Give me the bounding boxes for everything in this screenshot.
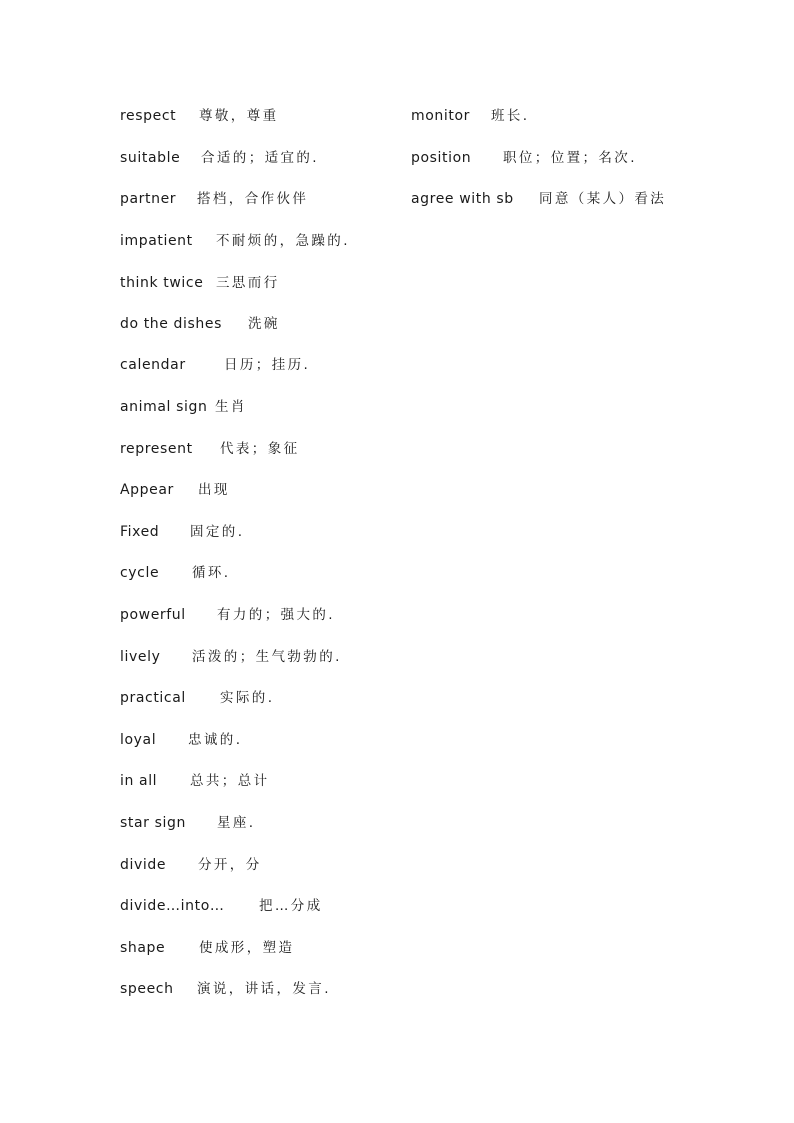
vocab-term: Appear <box>120 482 174 498</box>
vocab-entry <box>120 605 335 625</box>
vocab-term: cycle <box>120 565 160 581</box>
vocab-term: monitor <box>411 108 470 124</box>
vocab-entry <box>120 148 319 168</box>
vocab-term: think twice <box>120 275 204 291</box>
vocab-term: calendar <box>120 357 186 373</box>
vocab-definition: 有力的；强大的. <box>217 607 335 623</box>
vocab-term: suitable <box>120 150 181 166</box>
vocab-definition: 合适的；适宜的. <box>201 150 319 166</box>
vocab-term: lively <box>120 649 161 665</box>
vocab-definition: 总共；总计 <box>190 773 270 789</box>
vocab-entry <box>120 106 279 126</box>
vocab-term: respect <box>120 108 177 124</box>
vocab-term: do the dishes <box>120 316 222 332</box>
vocab-entry <box>120 439 300 459</box>
vocab-definition: 不耐烦的，急躁的. <box>216 233 350 249</box>
vocab-term: Fixed <box>120 524 160 540</box>
vocab-term: represent <box>120 441 193 457</box>
vocab-entry <box>120 938 295 958</box>
vocab-definition: 洗碗 <box>248 316 280 332</box>
vocab-definition: 分开，分 <box>198 857 262 873</box>
vocab-definition: 三思而行 <box>216 275 280 291</box>
vocab-definition: 职位；位置；名次. <box>503 150 637 166</box>
vocab-entry <box>120 730 243 750</box>
vocab-definition: 同意（某人）看法 <box>539 191 667 207</box>
vocab-entry <box>120 273 280 293</box>
vocab-entry <box>120 979 331 999</box>
vocab-term: star sign <box>120 815 186 831</box>
vocab-definition: 尊敬，尊重 <box>199 108 279 124</box>
vocab-term: divide…into… <box>120 898 225 914</box>
vocab-entry <box>120 771 270 791</box>
vocab-entry <box>411 106 530 126</box>
vocab-definition: 使成形，塑造 <box>199 940 295 956</box>
vocab-entry <box>120 480 230 500</box>
vocab-entry <box>120 896 323 916</box>
vocab-definition: 把…分成 <box>259 898 323 914</box>
vocab-definition: 班长. <box>491 108 530 124</box>
vocab-definition: 演说，讲话，发言. <box>197 981 331 997</box>
vocab-entry <box>411 189 667 209</box>
vocab-definition: 搭档，合作伙伴 <box>197 191 309 207</box>
vocab-term: loyal <box>120 732 157 748</box>
vocab-definition: 出现 <box>198 482 230 498</box>
vocab-term: powerful <box>120 607 186 623</box>
vocab-definition: 生肖 <box>215 399 247 415</box>
vocab-entry <box>120 314 280 334</box>
vocab-entry <box>120 855 262 875</box>
vocab-term: shape <box>120 940 166 956</box>
vocab-definition: 活泼的；生气勃勃的. <box>192 649 342 665</box>
vocab-entry <box>120 563 231 583</box>
vocab-entry <box>120 355 311 375</box>
vocab-entry <box>120 813 256 833</box>
vocab-term: speech <box>120 981 174 997</box>
vocab-entry <box>120 231 350 251</box>
vocab-entry <box>120 189 309 209</box>
vocab-term: impatient <box>120 233 193 249</box>
vocab-term: in all <box>120 773 158 789</box>
vocab-term: practical <box>120 690 186 706</box>
vocab-entry <box>120 647 342 667</box>
vocab-entry <box>120 397 247 417</box>
vocab-definition: 实际的. <box>220 690 275 706</box>
vocab-term: position <box>411 150 472 166</box>
vocab-term: agree with sb <box>411 191 514 207</box>
vocab-definition: 固定的. <box>190 524 245 540</box>
vocab-term: partner <box>120 191 177 207</box>
vocab-entry <box>120 522 245 542</box>
vocab-definition: 日历；挂历. <box>224 357 311 373</box>
vocab-entry <box>120 688 275 708</box>
vocab-definition: 星座. <box>217 815 256 831</box>
vocab-term: animal sign <box>120 399 208 415</box>
vocab-definition: 循环. <box>192 565 231 581</box>
vocab-term: divide <box>120 857 167 873</box>
vocab-definition: 忠诚的. <box>188 732 243 748</box>
vocab-definition: 代表；象征 <box>220 441 300 457</box>
vocab-entry <box>411 148 637 168</box>
